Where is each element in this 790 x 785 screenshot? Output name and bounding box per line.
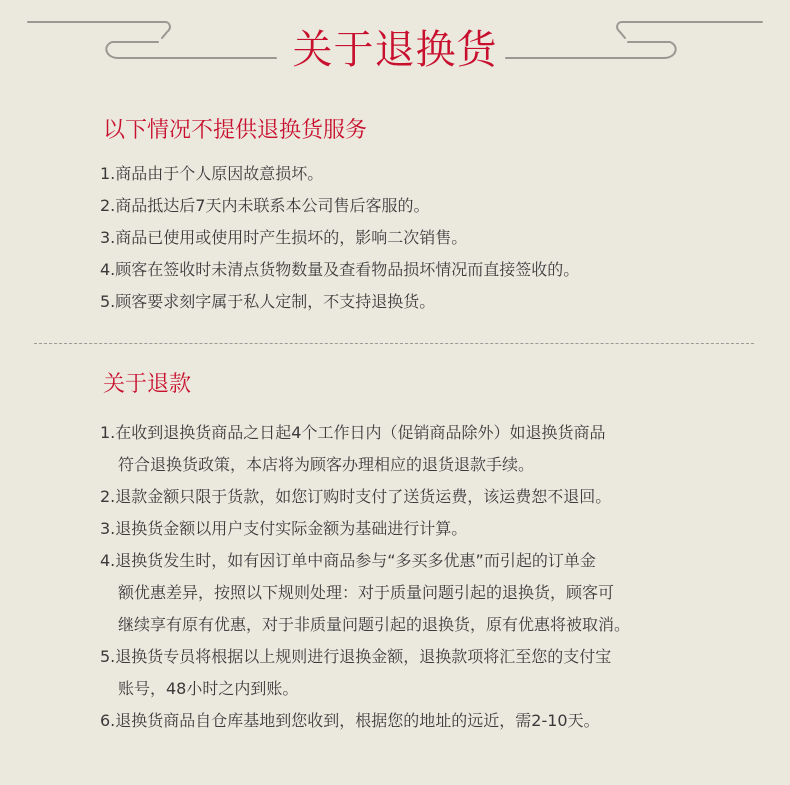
list-item: 5.退换货专员将根据以上规则进行退换金额，退换款项将汇至您的支付宝 xyxy=(100,647,612,666)
list-item: 额优惠差异，按照以下规则处理：对于质量问题引起的退换货，顾客可 xyxy=(118,583,615,602)
list-item: 4.顾客在签收时未清点货物数量及查看物品损坏情况而直接签收的。 xyxy=(100,260,580,279)
list-item: 账号，48小时之内到账。 xyxy=(118,679,299,698)
page-title: 关于退换货 xyxy=(292,27,498,73)
list-item: 4.退换货发生时，如有因订单中商品参与“多买多优惠”而引起的订单金 xyxy=(100,551,596,570)
list-item: 3.退换货金额以用户支付实际金额为基础进行计算。 xyxy=(100,519,468,538)
list-item: 2.商品抵达后7天内未联系本公司售后客服的。 xyxy=(100,196,430,215)
no-return-list xyxy=(100,158,579,318)
section-title-no-return: 以下情况不提供退换货服务 xyxy=(103,118,368,143)
list-item: 1.商品由于个人原因故意损坏。 xyxy=(100,164,324,183)
list-item: 2.退款金额只限于货款，如您订购时支付了送货运费，该运费恕不退回。 xyxy=(100,487,612,506)
dashed-divider xyxy=(34,343,754,344)
list-item: 继续享有原有优惠，对于非质量问题引起的退换货，原有优惠将被取消。 xyxy=(118,615,631,634)
list-item: 3.商品已使用或使用时产生损坏的，影响二次销售。 xyxy=(100,228,468,247)
list-item: 1.在收到退换货商品之日起4个工作日内（促销商品除外）如退换货商品 xyxy=(100,423,606,442)
refund-list xyxy=(100,417,630,737)
list-item: 6.退换货商品自仓库基地到您收到，根据您的地址的远近，需2-10天。 xyxy=(100,711,600,730)
page-header xyxy=(0,0,790,90)
list-item: 符合退换货政策，本店将为顾客办理相应的退货退款手续。 xyxy=(118,455,535,474)
section-title-refund: 关于退款 xyxy=(103,372,192,397)
list-item: 5.顾客要求刻字属于私人定制，不支持退换货。 xyxy=(100,292,436,311)
